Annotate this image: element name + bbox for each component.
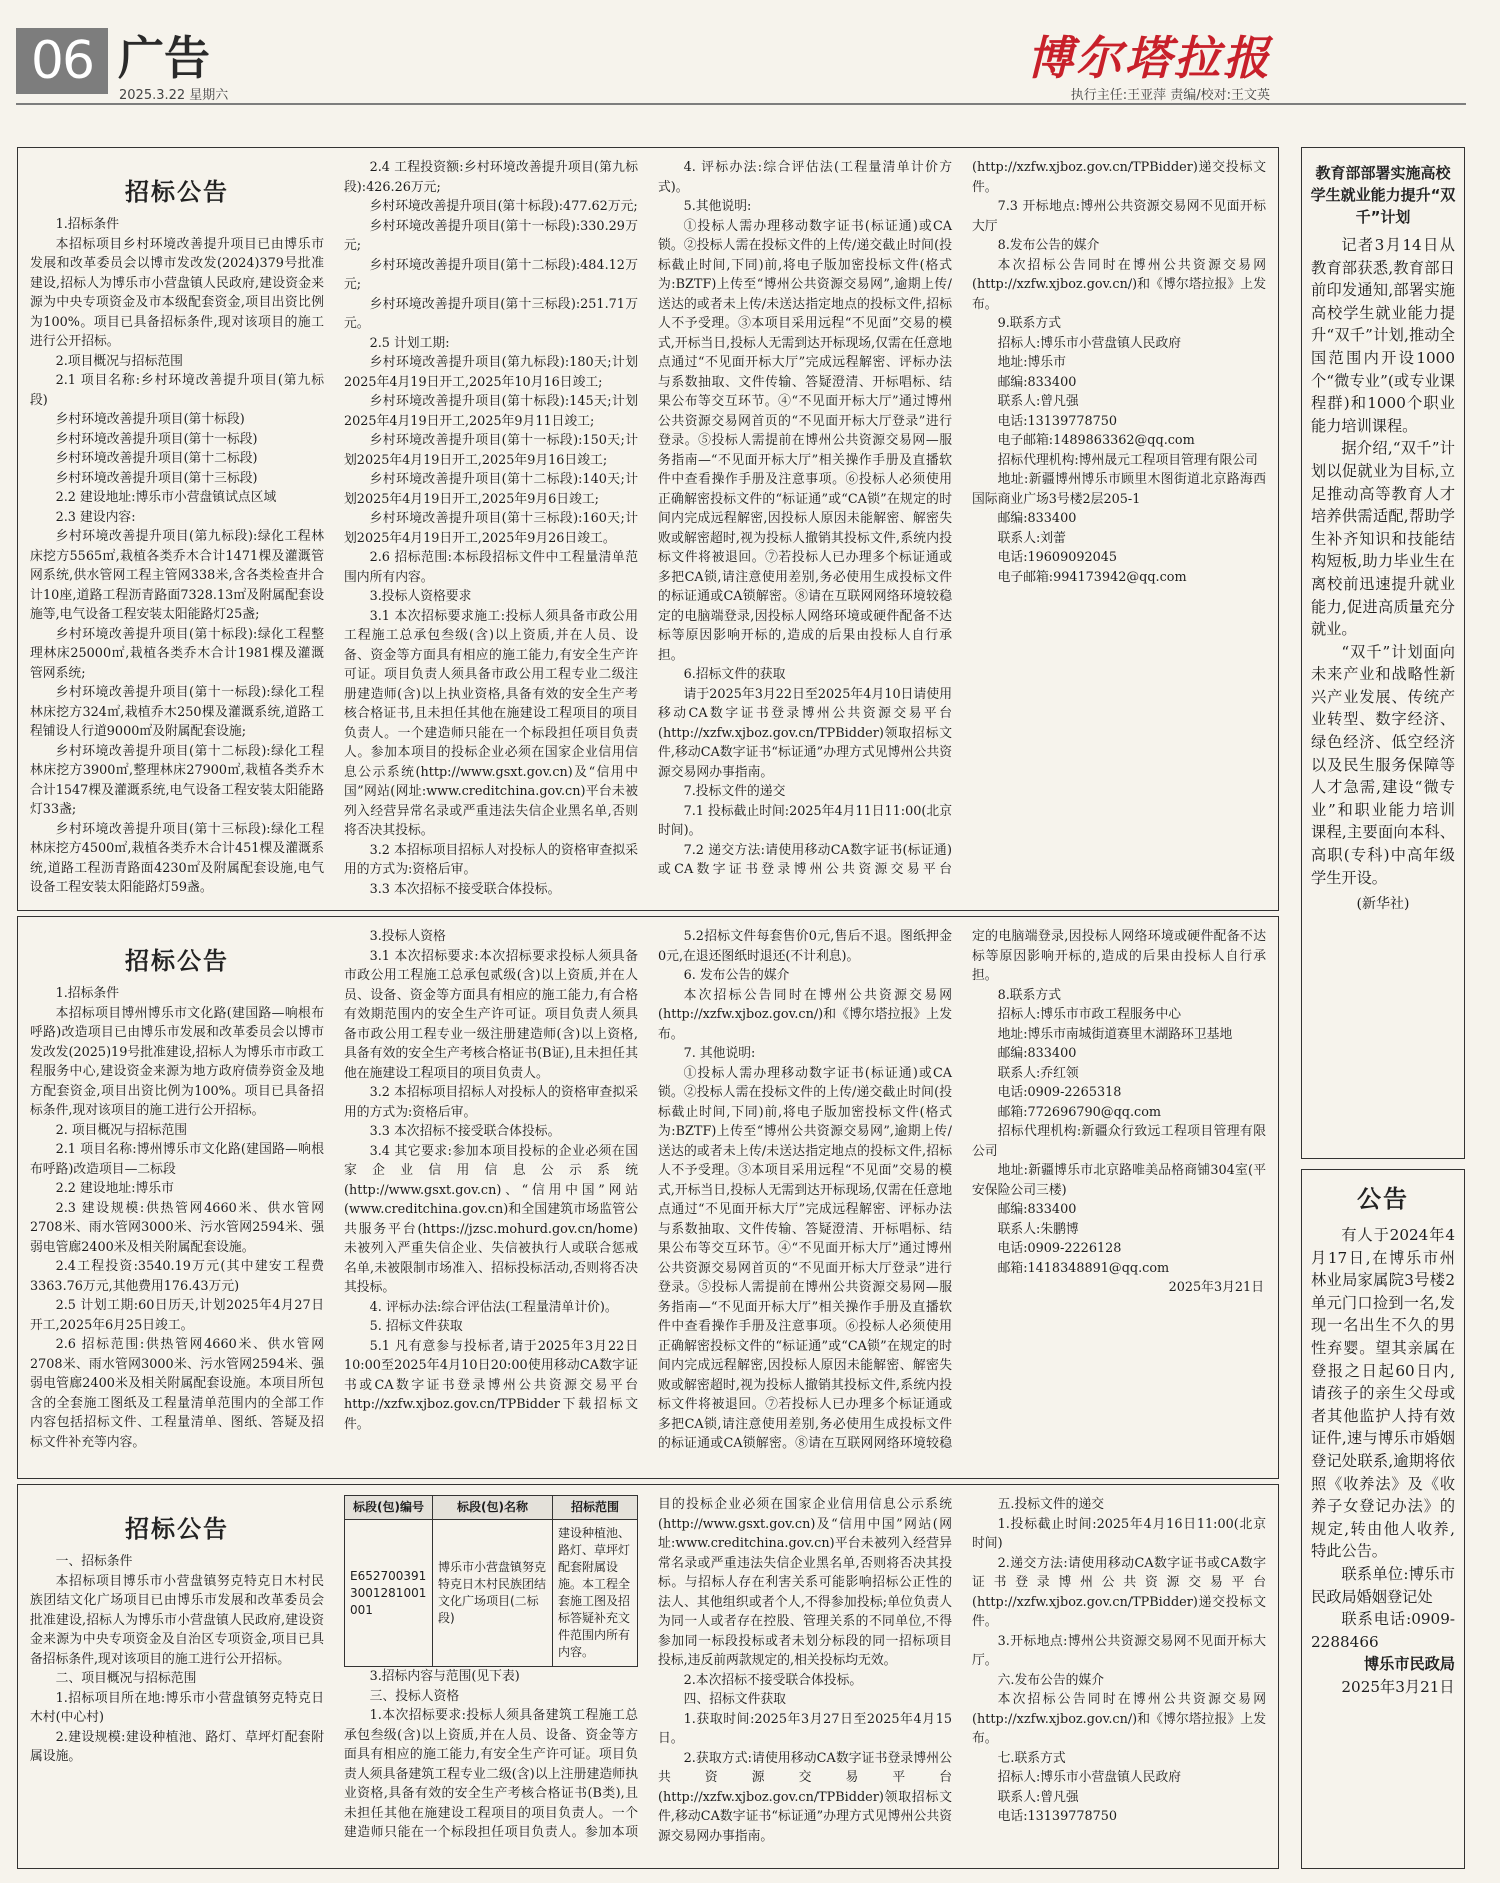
paragraph: 乡村环境改善提升项目(第十二标段) xyxy=(55,451,258,466)
paragraph: 2.1 项目名称:乡村环境改善提升项目(第九标段) xyxy=(30,373,324,408)
tender-notice-2 xyxy=(17,916,1279,1479)
paragraph: 联系人:曾凡强 xyxy=(997,1789,1079,1805)
paragraph: 电子邮箱:994173942@qq.com xyxy=(997,569,1187,585)
paragraph: 邮编:833400 xyxy=(997,1202,1077,1217)
paragraph: 3.2 本招标项目招标人对投标人的资格审查拟采用的方式为:资格后审。 xyxy=(344,842,638,877)
tender-notice-2-body xyxy=(30,927,1266,1470)
paragraph: 2.2 建设地址:博乐市小营盘镇试点区域 xyxy=(55,490,277,505)
paragraph: 招标人:博乐市小营盘镇人民政府 xyxy=(997,335,1182,351)
paragraph: 3.3 本次招标不接受联合体投标。 xyxy=(369,881,561,897)
paragraph: 请于2025年3月22日至2025年4月10日请使用移动CA数字证书登录博州公共资源交易平台(http://xzfw.xjboz.gov.cn/TPBidder)领取招标文件,移动CA数字证书“标证通”办理方式见博州公共资源交易网办事指南。 xyxy=(658,686,952,780)
paragraph: 3.2 本招标项目招标人对投标人的资格审查拟采用的方式为:资格后审。 xyxy=(344,1085,638,1120)
paragraph: 三、投标人资格 xyxy=(369,1688,460,1704)
header-rule xyxy=(16,103,1466,105)
paragraph: 乡村环境改善提升项目(第十二标段):绿化工程林床挖方3900㎡,整理林床27900㎡,栽植各类乔木合计1547棵及灌溉系统,电气设备工程安装太阳能路灯33盏; xyxy=(30,743,324,817)
paragraph: 电话:13139778750 xyxy=(997,413,1118,429)
paragraph: 5.1 凡有意参与投标者,请于2025年3月22日10:00至2025年4月10日20:00使用移动CA数字证书或CA数字证书登录博州公共资源交易平台http://xzfw.xjboz.gov.cn/TPBidder下载招标文件。 xyxy=(344,1338,638,1432)
paragraph: 本招标项目博州博乐市文化路(建国路—响根布呼路)改造项目已由博乐市发展和改革委员会以博市发改发(2025)19号批准建设,招标人为博乐市市政工程服务中心,建设资金来源为地方政府债券资金及地方配套资金,项目出资比例为100%。项目已具备招标条件,现对该项目的施工进行公开招标。 xyxy=(30,1005,324,1118)
public-notice-title: 公告 xyxy=(1357,1185,1409,1213)
paragraph: 1.招标项目所在地:博乐市小营盘镇努克特克日木村(中心村) xyxy=(30,1690,324,1725)
paragraph: 乡村环境改善提升项目(第十标段):145天;计划2025年4月19日开工,2025年9月11日竣工; xyxy=(344,394,638,429)
tender-notice-3-body-a xyxy=(30,1552,324,1767)
paragraph: 乡村环境改善提升项目(第十三标段):160天;计划2025年4月19日开工,2025年9月26日竣工。 xyxy=(344,511,638,546)
news-story-title: 教育部部署实施高校学生就业能力提升“双千”计划 xyxy=(1310,164,1456,226)
news-story-body xyxy=(1302,234,1464,889)
paragraph: 招标代理机构:新疆众行致远工程项目管理有限公司 xyxy=(972,1124,1266,1159)
paragraph: 联系人:刘蕾 xyxy=(997,530,1066,546)
paragraph: ①投标人需办理移动数字证书(标证通)或CA锁。②投标人需在投标文件的上传/递交截止时间(投标截止时间,下同)前,将电子版加密投标文件(格式为:BZTF)上传至“博州公共资源交易网”,逾期上传/送达的或者未上传/未送达指定地点的投标文件,招标人不予受理。③本项目采用远程“不见面”交易的模式,开标当日,投标人无需到达开标现场,仅需在任意地点通过“不见面开标大厅”完成远程解密、评标办法与系数抽取、文件传输、答疑澄清、开标唱标、结果公布等交互环节。④“不见面开标大厅”通过博州公共资源交易网首页的“不见面开标大厅登录”进行登录。⑤投标人需提前在博州公共资源交易网—服务指南—“不见面开标大厅”相关操作手册及直播软件中查看操作手册及注意事项。⑥投标人必须使用正确解密投标文件的“标证通”或“CA锁”在规定的时间内完成远程解密,因投标人原因未能解密、解密失败或解密超时,视为投标人撤销其投标文件,系统内投标文件将被退回。⑦若投标人已办理多个标证通或多把CA锁,请注意使用差别,务必使用生成投标文件的标证通或CA锁解密。⑧请在互联网网络环境较稳定的电脑端登录,因投标人网络环境或硬件配备不达标等原因影响开标的,造成的后果由投标人自行承担。 xyxy=(658,929,1266,1451)
editor-credits: 执行主任:王亚萍 责编/校对:王文英 xyxy=(1070,88,1270,103)
tender-lot-table xyxy=(344,1495,638,1667)
table-header-lot-id: 标段(包)编号 xyxy=(345,1496,433,1520)
paragraph: 2.递交方法:请使用移动CA数字证书或CA数字证书登录博州公共资源交易平台(http://xzfw.xjboz.gov.cn/TPBidder)递交投标文件。 xyxy=(972,1555,1266,1629)
paragraph: 电话:0909-2226128 xyxy=(997,1241,1122,1256)
paragraph: 6. 发布公告的媒介 xyxy=(683,968,790,983)
paragraph: 1.招标条件 xyxy=(55,217,119,232)
public-notice-body xyxy=(1302,1224,1464,1698)
paragraph: 1.投标截止时间:2025年4月16日11:00(北京时间) xyxy=(972,1516,1266,1551)
paragraph: 二、项目概况与招标范围 xyxy=(55,1671,197,1686)
paragraph: 7.2 递交方法:请使用移动CA数字证书(标证通)或CA数字证书登录博州公共资源交易平台(http://xzfw.xjboz.gov.cn/TPBidder)递交投标文件。 xyxy=(658,160,1266,877)
paragraph: 2.5 计划工期:60日历天,计划2025年4月27日开工,2025年6月25日竣工。 xyxy=(30,1298,324,1333)
paragraph: 3.1 本次招标要求:本次招标要求投标人须具备市政公用工程施工总承包贰级(含)以上资质,并在人员、设备、资金等方面具有相应的施工能力,有合格有效期范围内的安全生产许可证。项目负责人须具备市政公用工程专业一级注册建造师(含)以上资格,具备有效的安全生产考核合格证书(B证),且未担任其他在施建设工程项目的项目负责人。 xyxy=(344,948,638,1081)
paragraph: 5.其他说明: xyxy=(683,199,752,214)
paragraph: 五.投标文件的递交 xyxy=(997,1497,1105,1512)
paragraph: 2.5 计划工期: xyxy=(369,335,450,351)
paragraph: 乡村环境改善提升项目(第十一标段):330.29万元; xyxy=(344,218,638,253)
news-story-byline: (新华社) xyxy=(1356,896,1410,913)
paragraph: 2.6 招标范围:本标段招标文件中工程量清单范围内所有内容。 xyxy=(344,550,638,585)
table-cell-lot-id: E6527003913001281001001 xyxy=(345,1520,433,1667)
paragraph: 地址:博乐市南城街道赛里木湖路环卫基地 xyxy=(997,1026,1233,1042)
paragraph: ①投标人需办理移动数字证书(标证通)或CA锁。②投标人需在投标文件的上传/递交截止时间(投标截止时间,下同)前,将电子版加密投标文件(格式为:BZTF)上传至“博州公共资源交易网”,逾期上传/送达的或者未上传/未送达指定地点的投标文件,招标人不予受理。③本项目采用远程“不见面”交易的模式,开标当日,投标人无需到达开标现场,仅需在任意地点通过“不见面开标大厅”完成远程解密、评标办法与系数抽取、文件传输、答疑澄清、开标唱标、结果公布等交互环节。④“不见面开标大厅”通过博州公共资源交易网首页的“不见面开标大厅登录”进行登录。⑤投标人需提前在博州公共资源交易网—服务指南—“不见面开标大厅”相关操作手册及直播软件中查看操作手册及注意事项。⑥投标人必须使用正确解密投标文件的“标证通”或“CA锁”在规定的时间内完成远程解密,因投标人原因未能解密、解密失败或解密超时,视为投标人撤销其投标文件,系统内投标文件将被退回。⑦若投标人已办理多个标证通或多把CA锁,请注意使用差别,务必使用生成投标文件的标证通或CA锁解密。⑧请在互联网网络环境较稳定的电脑端登录,因投标人网络环境或硬件配备不达标等原因影响开标的,造成的后果由投标人自行承担。 xyxy=(658,218,952,663)
paragraph: 7.投标文件的递交 xyxy=(683,784,786,799)
paragraph: 本招标项目博乐市小营盘镇努克特克日木村民族团结文化广场项目已由博乐市发展和改革委员会批准建设,招标人为博乐市小营盘镇人民政府,建设资金来源为中央专项资金及自治区专项资金,项目已具备招标条件,现对该项目的施工进行公开招标。 xyxy=(30,1573,324,1667)
paragraph: 本招标项目乡村环境改善提升项目已由博乐市发展和改革委员会以博市发改发(2024)379号批准建设,招标人为博乐市小营盘镇人民政府,建设资金来源为中央专项资金及市本级配套资金,项目出资比例为100%。项目已具备招标条件,现对该项目的施工进行公开招标。 xyxy=(30,236,324,349)
paragraph: 邮箱:772696790@qq.com xyxy=(997,1104,1162,1120)
public-notice-date: 2025年3月21日 xyxy=(1341,1677,1455,1696)
tender-notice-1 xyxy=(17,147,1279,911)
paragraph: 乡村环境改善提升项目(第十标段):477.62万元; xyxy=(369,199,638,214)
sidebar-public-notice xyxy=(1301,1169,1465,1869)
paragraph: 邮编:833400 xyxy=(997,374,1077,390)
paragraph: 7.1 投标截止时间:2025年4月11日11:00(北京时间)。 xyxy=(658,803,952,838)
table-row xyxy=(345,1520,638,1667)
paragraph: 联系人:朱鹏博 xyxy=(997,1221,1079,1237)
table-header-row xyxy=(345,1496,638,1520)
paragraph: “双千”计划面向未来产业和战略性新兴产业发展、传统产业转型、数字经济、绿色经济、低空经济以及民生服务保障等人才急需,建设“微专业”和职业能力培训课程,主要面向本科、高职(专科)中高年级学生开设。 xyxy=(1311,642,1455,887)
paragraph: 据介绍,“双千”计划以促就业为目标,立足推动高等教育人才培养供需适配,帮助学生补齐知识和技能结构短板,助力毕业生在离校前迅速提升就业能力,促进高质量充分就业。 xyxy=(1311,439,1455,639)
sidebar-news-story xyxy=(1301,147,1465,1159)
paragraph: 七.联系方式 xyxy=(997,1750,1066,1766)
paragraph: 地址:博乐市 xyxy=(997,355,1066,370)
paragraph: 联系人:曾凡强 xyxy=(997,394,1079,409)
paragraph: 乡村环境改善提升项目(第十标段) xyxy=(55,412,245,427)
paragraph: 乡村环境改善提升项目(第九标段):绿化工程林床挖方5565㎡,栽植各类乔木合计1471棵及灌溉管网系统,供水管网工程主管网338米,含各类检查井合计10座,道路工程沥青路面7328.13㎡及附属配套设施等,电气设备工程安装太阳能路灯25盏; xyxy=(30,529,324,622)
paragraph: 2.2 建设地址:博乐市 xyxy=(55,1181,174,1196)
paragraph: 记者3月14日从教育部获悉,教育部日前印发通知,部署实施高校学生就业能力提升“双千”计划,推动全国范围内开设1000个“微专业”(或专业课程群)和1000个职业能力培训课程。 xyxy=(1311,236,1455,435)
paragraph: 7. 其他说明: xyxy=(683,1046,756,1061)
issue-date: 2025.3.22 星期六 xyxy=(119,88,229,103)
paragraph: 乡村环境改善提升项目(第十三标段):251.71万元。 xyxy=(344,296,638,331)
paragraph: 招标代理机构:博州晟元工程项目管理有限公司 xyxy=(997,452,1258,468)
paragraph: 乡村环境改善提升项目(第十一标段):150天;计划2025年4月19日开工,2025年9月16日竣工; xyxy=(344,433,638,468)
paragraph: 3.4 其它要求:参加本项目投标的企业必须在国家企业信用信息公示系统(http://www.gsxt.gov.cn)、“信用中国”网站(www.creditchina.gov.cn)和全国建筑市场监管公共服务平台(https://jzsc.mohurd.gov.cn/home)未被列入严重失信企业、失信被执行人或联合惩戒名单,未被限制市场准入、招标投标活动,否则将否决其投标。 xyxy=(344,1143,638,1295)
paragraph: 2.项目概况与招标范围 xyxy=(55,353,183,369)
paragraph: 电话:13139778750 xyxy=(997,1809,1118,1824)
paragraph: 乡村环境改善提升项目(第十一标段):绿化工程林床挖方324㎡,栽植乔木250棵及灌溉系统,道路工程铺设人行道9000㎡及附属配套设施; xyxy=(30,685,324,739)
paragraph: 邮编:833400 xyxy=(997,1046,1077,1061)
table-cell-lot-name: 博乐市小营盘镇努克特克日木村民族团结文化广场项目(二标段) xyxy=(433,1520,553,1667)
paragraph: 7.3 开标地点:博州公共资源交易网不见面开标大厅 xyxy=(972,199,1266,234)
paragraph: 2.4 工程投资额:乡村环境改善提升项目(第九标段):426.26万元; xyxy=(344,160,638,195)
tender-notice-3-columns xyxy=(18,1485,1278,1868)
paragraph: 1.本次招标要求:投标人须具备建筑工程施工总承包叁级(含)以上资质,并在人员、设备、资金等方面具有相应的施工能力,有安全生产许可证。项目负责人须具备建筑工程专业二级(含)以上注册建造师执业资格,具备有效的安全生产考核合格证书(B类),且未担任其他在施建设工程项目的项目负责人。一个建造师只能在一个标段担任项目负责人。参加本项目的投标企业必须在国家企业信用信息公示系统(http://www.gsxt.gov.cn)及“信用中国”网站(网址:www.creditchina.gov.cn)平台未被列入经营异常名录或严重违法失信企业黑名单,否则将否决其投标。与招标人存在利害关系可能影响招标公正性的法人、其他组织或者个人,不得参加投标;单位负责人为同一人或者存在控股、管理关系的不同单位,不得参加同一标段投标或者未划分标段的同一招标项目投标,违反前两款规定的,相关投标均无效。 xyxy=(344,1497,952,1840)
paragraph: 邮编:833400 xyxy=(997,511,1077,526)
paragraph: 联系电话:0909-2288466 xyxy=(1311,1610,1455,1651)
tender-notice-2-title: 招标公告 xyxy=(125,947,229,975)
paragraph: 6.招标文件的获取 xyxy=(683,667,786,682)
tender-notice-3 xyxy=(17,1484,1279,1869)
paragraph: 3.投标人资格要求 xyxy=(369,589,472,604)
paragraph: 一、招标条件 xyxy=(55,1554,133,1569)
tender-notice-3-title: 招标公告 xyxy=(125,1515,229,1543)
paragraph: 1.招标条件 xyxy=(55,986,119,1001)
table-cell-scope: 建设种植池、路灯、草坪灯配套附属设施。本工程全套施工图及招标答疑补充文件范围内所有内容。 xyxy=(553,1520,638,1667)
paragraph: 2.1 项目名称:博州博乐市文化路(建国路—响根布呼路)改造项目—二标段 xyxy=(30,1142,324,1177)
paragraph: 2.获取方式:请使用移动CA数字证书登录博州公共资源交易平台(http://xzfw.xjboz.gov.cn/TPBidder)领取招标文件,移动CA数字证书“标证通”办理方式见博州公共资源交易网办事指南。 xyxy=(658,1750,952,1844)
tender-notice-1-columns xyxy=(18,148,1278,910)
paragraph: 9.联系方式 xyxy=(997,316,1061,331)
paragraph: 电话:19609092045 xyxy=(997,550,1118,565)
paragraph: 乡村环境改善提升项目(第九标段):180天;计划2025年4月19日开工,2025年10月16日竣工; xyxy=(344,355,638,390)
paragraph: 联系单位:博乐市民政局婚姻登记处 xyxy=(1311,1564,1455,1606)
paragraph: 8.联系方式 xyxy=(997,987,1061,1003)
paragraph: 乡村环境改善提升项目(第十二标段):484.12万元; xyxy=(344,257,638,292)
paragraph: 2.4工程投资:3540.19万元(其中建安工程费3363.76万元,其他费用176.43万元) xyxy=(30,1259,324,1294)
paragraph: 3.1 本次招标要求施工:投标人须具备市政公用工程施工总承包叁级(含)以上资质,并在人员、设备、资金等方面具有相应的施工能力,有安全生产许可证。项目负责人须具备市政公用工程专业二级注册建造师(含)以上执业资格,具备有效的安全生产考核合格证书,且未担任其他在施建设工程项目的项目负责人。一个建造师只能在一个标段担任项目负责人。参加本项目的投标企业必须在国家企业信用信息公示系统(http://www.gsxt.gov.cn)及“信用中国”网站(网址:www.creditchina.gov.cn)平台未被列入经营异常名录或严重违法失信企业黑名单,否则将否决其投标。 xyxy=(344,608,638,838)
paragraph: 本次招标公告同时在博州公共资源交易网(http://xzfw.xjboz.gov.cn/)和《博尔塔拉报》上发布。 xyxy=(972,1692,1266,1746)
paragraph: 本次招标公告同时在博州公共资源交易网(http://xzfw.xjboz.gov.cn/)和《博尔塔拉报》上发布。 xyxy=(658,987,952,1042)
paragraph: 本次招标公告同时在博州公共资源交易网(http://xzfw.xjboz.gov.cn/)和《博尔塔拉报》上发布。 xyxy=(972,257,1266,312)
paragraph: 地址:新疆博乐市北京路唯美品格商铺304室(平安保险公司三楼) xyxy=(972,1163,1266,1198)
paragraph: 招标人:博乐市市政工程服务中心 xyxy=(997,1007,1182,1022)
paragraph: 四、招标文件获取 xyxy=(683,1692,786,1707)
paragraph: 六.发布公告的媒介 xyxy=(997,1672,1105,1688)
paragraph: 4. 评标办法:综合评估法(工程量清单计价)。 xyxy=(369,1299,618,1315)
paragraph: 1.获取时间:2025年3月27日至2025年4月15日。 xyxy=(658,1711,952,1746)
paragraph: 2.本次招标不接受联合体投标。 xyxy=(683,1672,863,1688)
paragraph: 有人于2024年4月17日,在博乐市州林业局家属院3号楼2单元门口捡到一名,发现一名出生不久的男性弃婴。望其亲属在登报之日起60日内,请孩子的亲生父母或者其他监护人持有效证件,速与博乐市婚姻登记处联系,逾期将依照《收养法》及《收养子女登记办法》的规定,转由他人收养,特此公告。 xyxy=(1311,1226,1455,1561)
paragraph: 2.3 建设内容: xyxy=(55,509,136,525)
paragraph: 地址:新疆博州博乐市顾里木图街道北京路海西国际商业广场3号楼2层205-1 xyxy=(972,472,1266,507)
page-number: 06 xyxy=(16,28,108,94)
paragraph: 3.招标内容与范围(见下表) xyxy=(369,1669,520,1684)
tender-notice-1-body xyxy=(30,158,1266,902)
paragraph: 联系人:乔红领 xyxy=(997,1065,1079,1081)
paragraph: 2.3 建设规模:供热管网4660米、供水管网2708米、雨水管网3000米、污水管网2594米、强弱电管廊2400米及相关附属配套设施。 xyxy=(30,1200,324,1255)
masthead-logo: 博尔塔拉报 xyxy=(1027,31,1272,85)
paragraph: 乡村环境改善提升项目(第十三标段):绿化工程林床挖方4500㎡,栽植各类乔木合计451棵及灌溉系统,道路工程沥青路面4230㎡及附属配套设施,电气设备工程安装太阳能路灯59盏。 xyxy=(30,821,324,895)
paragraph: 2. 项目概况与招标范围 xyxy=(55,1122,188,1138)
paragraph: 邮箱:1418348891@qq.com xyxy=(997,1260,1170,1276)
public-notice-paragraphs xyxy=(1311,1224,1455,1653)
paragraph: 2.6 招标范围:供热管网4660米、供水管网2708米、雨水管网3000米、污水管网2594米、强弱电管廊2400米及相关附属配套设施。本项目所包含的全套施工图纸及工程量清单范围内的全部工作内容包括招标文件、工程量清单、图纸、答疑及招标文件补充等内容。 xyxy=(30,1337,324,1450)
paragraph: 3.投标人资格 xyxy=(369,929,446,944)
paragraph: 乡村环境改善提升项目(第十标段):绿化工程整理林床25000㎡,栽植各类乔木合计1981棵及灌溉管网系统; xyxy=(30,626,324,681)
paragraph: 8.发布公告的媒介 xyxy=(997,238,1100,253)
tender-notice-2-columns xyxy=(18,917,1278,1478)
table-header-scope: 招标范围 xyxy=(553,1496,638,1520)
paragraph: 4. 评标办法:综合评估法(工程量清单计价方式)。 xyxy=(658,160,952,195)
paragraph: 5. 招标文件获取 xyxy=(369,1319,463,1334)
paragraph: 3.3 本次招标不接受联合体投标。 xyxy=(369,1124,561,1139)
paragraph: 电子邮箱:1489863362@qq.com xyxy=(997,433,1195,448)
paragraph: 3.开标地点:博州公共资源交易网不见面开标大厅。 xyxy=(972,1633,1266,1668)
tender-notice-2-date: 2025年3月21日 xyxy=(1168,1280,1264,1295)
paragraph: 2.建设规模:建设种植池、路灯、草坪灯配套附属设施。 xyxy=(30,1729,324,1764)
paragraph: 乡村环境改善提升项目(第十二标段):140天;计划2025年4月19日开工,2025年9月6日竣工; xyxy=(344,472,638,507)
paragraph: 招标人:博乐市小营盘镇人民政府 xyxy=(997,1770,1182,1785)
paragraph: 乡村环境改善提升项目(第十一标段) xyxy=(55,431,258,447)
paragraph: 5.2招标文件每套售价0元,售后不退。图纸押金0元,在退还图纸时退还(不计利息)。 xyxy=(658,929,952,964)
paragraph: 乡村环境改善提升项目(第十三标段) xyxy=(55,470,258,486)
table-header-lot-name: 标段(包)名称 xyxy=(433,1496,553,1520)
tender-notice-1-title: 招标公告 xyxy=(125,178,229,206)
section-title: 广告 xyxy=(118,31,210,85)
paragraph: 电话:0909-2265318 xyxy=(997,1085,1122,1100)
public-notice-signer: 博乐市民政局 xyxy=(1363,1655,1455,1674)
